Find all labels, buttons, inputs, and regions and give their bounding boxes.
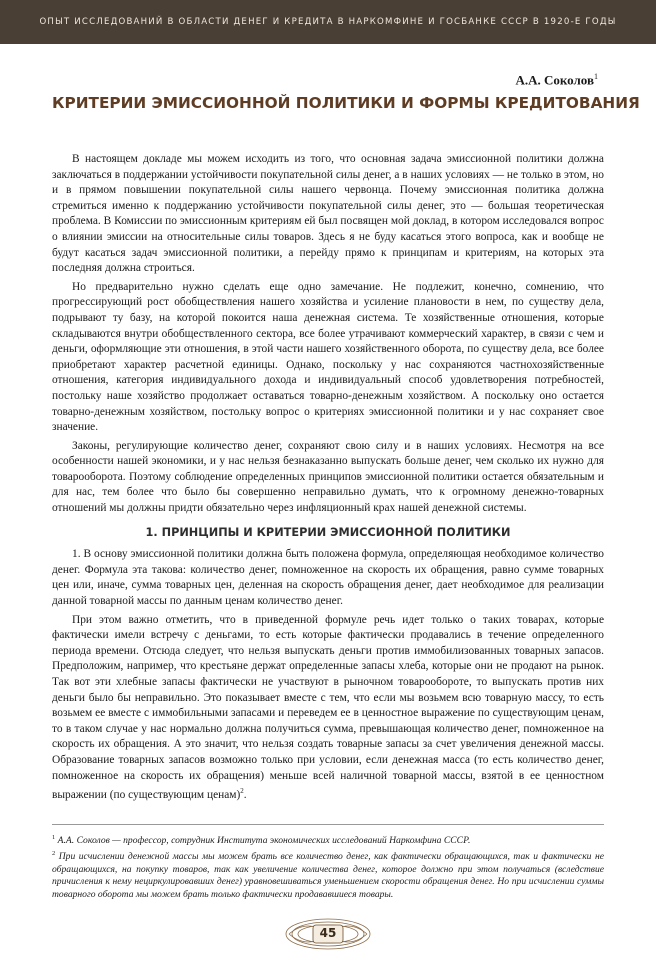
footnote-2-text: При исчислении денежной массы мы можем брать все количество денег, как фактически обращающихся, так и фактически не обращающихся, на покупку товаров, так как увеличение количества денег, которое должно при этом получаться (вследствие причисления к нему нециркулировавших денег) уравновешиваться уменьшением скорости обращения денег. Но при исчислении суммы товарного оборота мы можем брать только фактически продававшиеся товары. xyxy=(52,850,604,900)
footnote-1 xyxy=(52,832,604,848)
paragraph-text: При этом важно отметить, что в приведенной формуле речь идет только о таких товарах, которые фактически имели встречу с деньгами, то есть которые фактически продавались в течение определенного периода времени. Отсюда следует, что нельзя выпускать деньги против иммобилизованных товарных запасов. Предположим, например, что крестьяне держат определенные запасы хлеба, которые они не продают на рынок. Так вот эти хлебные запасы фактически не участвуют в рыночном товарообороте, то выпускать против них деньги было бы неправильно. Это показывает вместе с тем, что если мы возьмем всю товарную массу, то есть возьмем ее вместе с иммобильными запасами и переведем ее в ценностное выражение по существующим ценам, то в таком случае у нас нормально должна получиться сумма, превышающая количество денег, помноженное на скорость их обращения. А это значит, что нельзя создать товарные запасы за счет увеличения денежной массы. Образование товарных запасов возможно только при условии, если денежная масса (то есть количество денег, помноженное на скорость их обращения) меньше всей наличной товарной массы, взятой в ее ценностном выражении (по существующим ценам) xyxy=(52,613,604,801)
footnote-2 xyxy=(52,848,604,902)
paragraph: Законы, регулирующие количество денег, сохраняют свою силу и в наших условиях. Несмотря на все особенности нашей экономики, и у нас нельзя безнаказанно выпускать больше денег, чем сколько их нужно для товарооборота. Поэтому соблюдение определенных принципов эмиссионной политики остается обязательным и для нас, тем более что было бы совершенно неправильно думать, что к огромному денежно-товарных отношений мы должны придти обязательно через инфляционный крах нашей денежной системы. xyxy=(52,439,604,515)
running-header xyxy=(0,0,656,44)
author-footnote-mark: 1 xyxy=(594,72,598,81)
footnote-2-mark: 2 xyxy=(52,849,56,857)
footnote-mark: 2 xyxy=(240,787,244,796)
author-name xyxy=(515,72,598,88)
paragraph: 1. В основу эмиссионной политики должна быть положена формула, определяющая необходимое количество денег. Формула эта такова: количество денег, помноженное на скорость их обращения, равно сумме товарных цен или, иначе, сумма товарных цен, деленная на скорость обращения денег, дает необходимое для реализации данной товарной массы по данным ценам количество денег. xyxy=(52,548,604,608)
footnote-divider xyxy=(52,824,604,825)
author-text: А.А. Соколов xyxy=(515,72,594,88)
paragraph: При этом важно отметить, что в приведенной формуле речь идет только о таких товарах, которые фактически имели встречу с деньгами, то есть которые фактически продавались в течение определенного периода времени. Отсюда следует, что нельзя выпускать деньги против иммобилизованных товарных запасов. Предположим, например, что крестьяне держат определенные запасы хлеба, которые они не продают на рынок. Так вот эти хлебные запасы фактически не участвуют в рыночном товарообороте, то выпускать против них деньги было бы неправильно. Это показывает вместе с тем, что если мы возьмем всю товарную массу, то есть возьмем ее вместе с иммобильными запасами и переведем ее в ценностное выражение по существующим ценам, то в таком случае у нас нормально должна получиться сумма, превышающая количество денег, помноженное на скорость их обращения. А это значит, что нельзя создать товарные запасы за счет увеличения денежной массы. Образование товарных запасов возможно только при условии, если денежная масса (то есть количество денег, помноженное на скорость их обращения) меньше всей наличной товарной массы, взятой в ее ценностном выражении (по существующим ценам)$^2$. xyxy=(52,613,604,801)
footnotes xyxy=(52,832,604,901)
section-heading: 1. ПРИНЦИПЫ И КРИТЕРИИ ЭМИССИОННОЙ ПОЛИТИКИ xyxy=(145,525,511,539)
paragraph: В настоящем докладе мы можем исходить из того, что основная задача эмиссионной политики должна заключаться в поддержании устойчивости покупательной силы денег, а в наших условиях — не только в этом, но и в прямом повышении покупательной силы нашего червонца. Почему эмиссионная политика должна стремиться именно к поддержанию устойчивости покупательной силы денег, это — большая теоретическая проблема. В Комиссии по эмиссионным критериям ей был посвящен мой доклад, в котором исследовался вопрос о влиянии эмиссии на относительные силы товаров. Здесь я не буду касаться этого вопроса, как и вообще не будут касаться задач эмиссионной политики, а перейду прямо к принципам и критериям, на которых эта последняя должна строиться. xyxy=(52,153,604,275)
article-body xyxy=(52,152,604,807)
footnote-1-text: А.А. Соколов — профессор, сотрудник Института экономических исследований Наркомфина СССР. xyxy=(57,835,471,847)
article-title: КРИТЕРИИ ЭМИССИОННОЙ ПОЛИТИКИ И ФОРМЫ КРЕДИТОВАНИЯ xyxy=(52,94,640,112)
running-title: ОПЫТ ИССЛЕДОВАНИЙ В ОБЛАСТИ ДЕНЕГ И КРЕДИТА В НАРКОМФИНЕ И ГОСБАНКЕ СССР В 1920-Е ГОДЫ xyxy=(39,17,617,27)
paragraph: Но предварительно нужно сделать еще одно замечание. Не подлежит, конечно, сомнению, что прогрессирующий рост обобществления нашего хозяйства и усиление плановости в нем, по существу дела, подрывают ту базу, на которой покоится наша денежная система. Те хозяйственные отношения, которые складываются внутри обобществленного сектора, все более утрачивают коммерческий характер, в связи с чем и деньги, оформляющие эти отношения, в этой части нашего хозяйственного оборота, по существу дела, все более приобретают характер расчетной единицы. Однако, поскольку у нас сохраняются частнохозяйственные отношения, категория индивидуального дохода и индивидуальный способ удовлетворения потребностей, постольку наше хозяйство продолжает оставаться товарно-денежным хозяйством. А поскольку оно остается товарно-денежным хозяйством, постольку вопрос о критериях эмиссионной политики и у нас сохраняет свое значение. xyxy=(52,280,604,434)
footnote-1-mark: 1 xyxy=(52,834,56,841)
page-number: 45 xyxy=(319,926,337,940)
